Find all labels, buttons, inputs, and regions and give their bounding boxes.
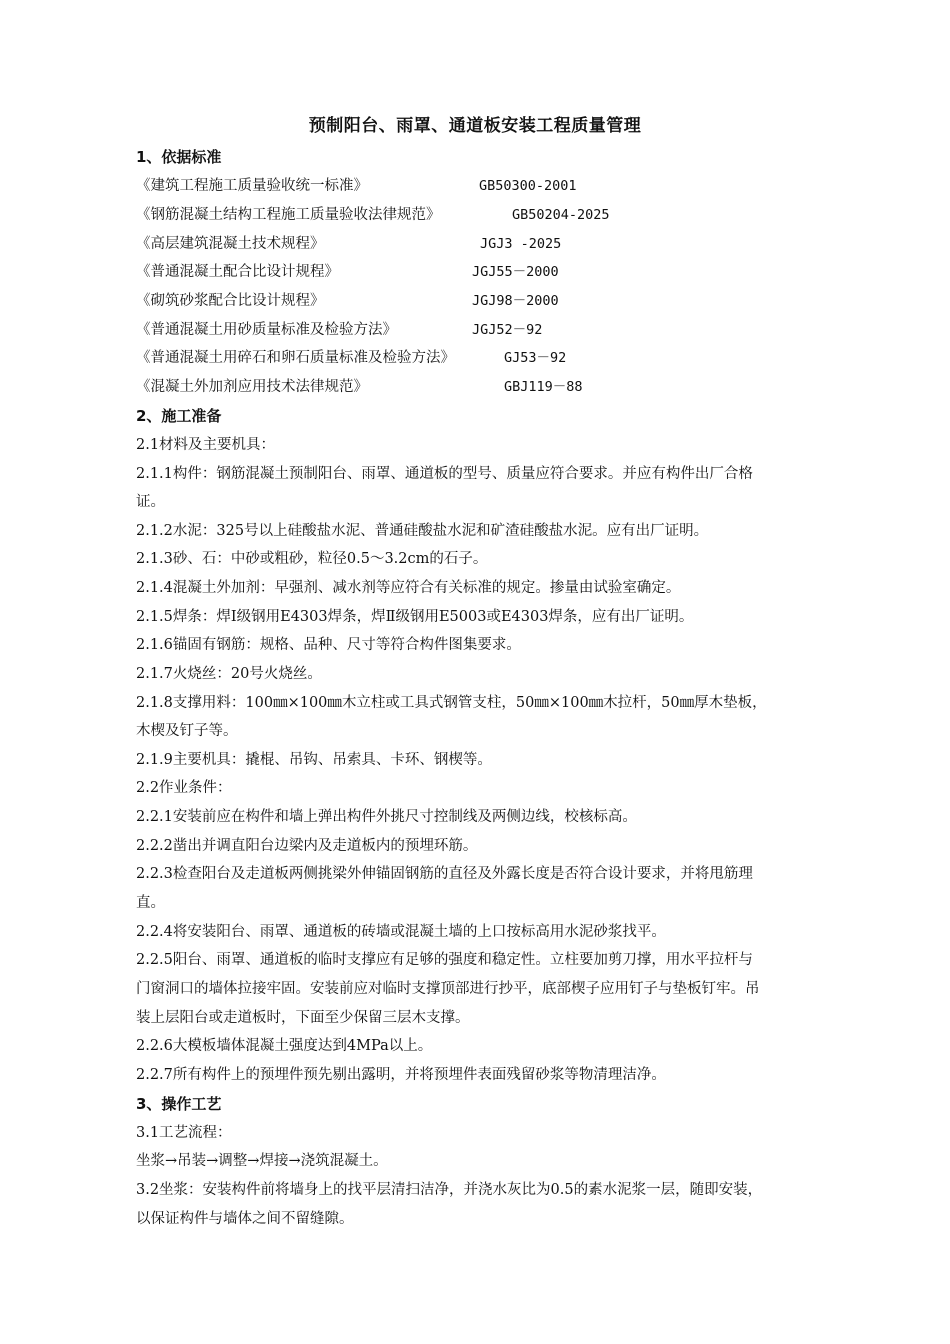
paragraph-line: 证。: [136, 494, 165, 510]
document-title: 预制阳台、雨罩、通道板安装工程质量管理: [308, 116, 642, 136]
paragraph-line: 木楔及钉子等。: [136, 723, 238, 739]
paragraph-line: 门窗洞口的墙体拉接牢固。安装前应对临时支撑顶部进行抄平，底部楔子应用钉子与垫板钉牢。吊: [136, 981, 760, 997]
standard-item: [136, 348, 866, 368]
paragraph-line: 2.1.6锚固有钢筋：规格、品种、尺寸等符合构件图集要求。: [136, 637, 521, 653]
paragraph-line: 3.1工艺流程：: [136, 1125, 232, 1141]
paragraph-line: 2.1.1构件：钢筋混凝土预制阳台、雨罩、通道板的型号、质量应符合要求。并应有构件出厂合格: [136, 466, 753, 482]
standard-code: GBJ119－88: [504, 379, 583, 395]
paragraph-line: 2.2.3检查阳台及走道板两侧挑梁外伸锚固钢筋的直径及外露长度是否符合设计要求，并将甩筋理: [136, 866, 753, 882]
standard-item: [136, 176, 866, 196]
section-heading-preparation: 2、施工准备: [136, 407, 222, 425]
standard-item: [136, 205, 866, 225]
paragraph-line: 3.2坐浆：安装构件前将墙身上的找平层清扫洁净，并浇水灰比为0.5的素水泥浆一层，随即安装，: [136, 1182, 763, 1198]
standard-item: [136, 234, 866, 254]
standard-name: 《普通混凝土配合比设计规程》: [136, 264, 339, 280]
standard-name: 《高层建筑混凝土技术规程》: [136, 236, 325, 252]
paragraph-line: 2.1.5焊条：焊Ⅰ级钢用E4303焊条，焊Ⅱ级钢用E5003或E4303焊条，应有出厂证明。: [136, 609, 694, 625]
standard-code: JGJ55－2000: [472, 264, 559, 280]
standard-name: 《砌筑砂浆配合比设计规程》: [136, 293, 325, 309]
standard-code: GB50300-2001: [479, 178, 577, 194]
standard-name: 《建筑工程施工质量验收统一标准》: [136, 178, 368, 194]
standard-name: 《混凝土外加剂应用技术法律规范》: [136, 379, 368, 395]
paragraph-line: 2.2.1安装前应在构件和墙上弹出构件外挑尺寸控制线及两侧边线，校核标高。: [136, 809, 637, 825]
paragraph-line: 2.1.8支撑用料：100㎜×100㎜木立柱或工具式钢管支柱，50㎜×100㎜木拉杆，50㎜厚木垫板，: [136, 695, 767, 711]
standard-item: [136, 377, 866, 397]
paragraph-line: 2.2.2凿出并调直阳台边梁内及走道板内的预埋环筋。: [136, 838, 478, 854]
standard-name: 《钢筋混凝土结构工程施工质量验收法律规范》: [136, 207, 441, 223]
paragraph-line: 2.2.7所有构件上的预埋件预先剔出露明，并将预埋件表面残留砂浆等物清理洁净。: [136, 1067, 666, 1083]
standard-name: 《普通混凝土用碎石和卵石质量标准及检验方法》: [136, 350, 455, 366]
paragraph-line: 2.1.9主要机具：撬棍、吊钩、吊索具、卡环、钢楔等。: [136, 752, 492, 768]
standard-code: GB50204-2025: [512, 207, 610, 223]
paragraph-line: 直。: [136, 895, 165, 911]
section-heading-process: 3、操作工艺: [136, 1095, 222, 1113]
standard-code: JGJ3 -2025: [480, 236, 562, 252]
paragraph-line: 2.2作业条件：: [136, 780, 232, 796]
standard-item: [136, 320, 866, 340]
paragraph-line: 2.1.2水泥：325号以上硅酸盐水泥、普通硅酸盐水泥和矿渣硅酸盐水泥。应有出厂证明。: [136, 523, 709, 539]
standard-item: [136, 291, 866, 311]
standard-code: GJ53－92: [504, 350, 567, 366]
paragraph-line: 2.2.4将安装阳台、雨罩、通道板的砖墙或混凝土墙的上口按标高用水泥砂浆找平。: [136, 924, 666, 940]
standard-name: 《普通混凝土用砂质量标准及检验方法》: [136, 322, 397, 338]
section-heading-standards: 1、依据标准: [136, 148, 222, 166]
paragraph-line: 2.1.4混凝土外加剂：早强剂、减水剂等应符合有关标准的规定。掺量由试验室确定。: [136, 580, 681, 596]
paragraph-line: 2.1.7火烧丝：20号火烧丝。: [136, 666, 322, 682]
paragraph-line: 以保证构件与墙体之间不留缝隙。: [136, 1211, 354, 1227]
paragraph-line: 装上层阳台或走道板时，下面至少保留三层木支撑。: [136, 1010, 470, 1026]
paragraph-line: 2.2.5阳台、雨罩、通道板的临时支撑应有足够的强度和稳定性。立柱要加剪刀撑，用水平拉杆与: [136, 952, 753, 968]
paragraph-line: 坐浆→吊装→调整→焊接→浇筑混凝土。: [136, 1153, 388, 1169]
standard-code: JGJ52－92: [472, 322, 543, 338]
paragraph-line: 2.2.6大模板墙体混凝土强度达到4MPa以上。: [136, 1038, 433, 1054]
paragraph-line: 2.1.3砂、石：中砂或粗砂，粒径0.5～3.2cm的石子。: [136, 551, 488, 567]
standard-item: [136, 262, 866, 282]
standard-code: JGJ98－2000: [472, 293, 559, 309]
paragraph-line: 2.1材料及主要机具：: [136, 437, 276, 453]
